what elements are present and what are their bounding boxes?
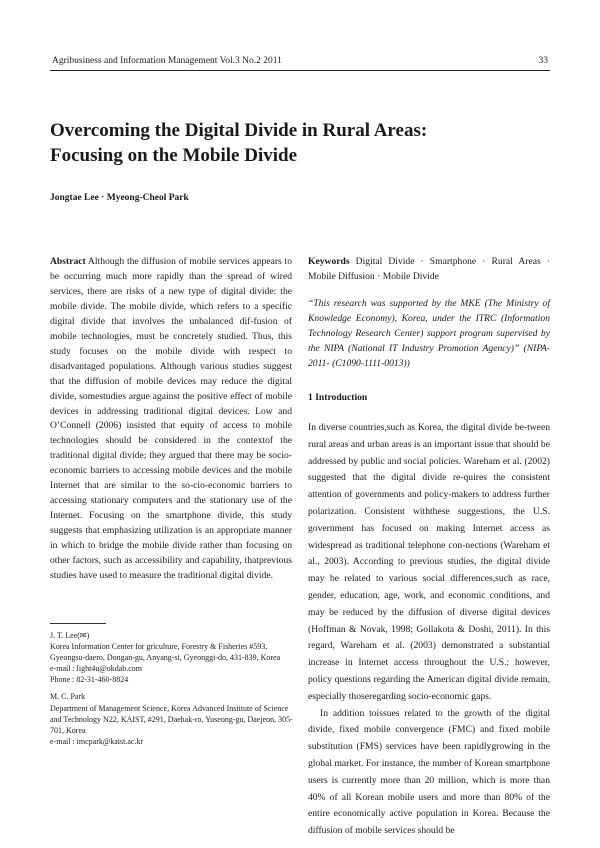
keywords-text: Digital Divide · Smartphone · Rural Areas · Mobile Diffusion · Mobile Divide	[308, 256, 550, 282]
author-2-email: e-mail : imcpark@kaist.ac.kr	[50, 736, 144, 746]
author-2-affiliation: Department of Management Science, Korea Advanced Institute of Science and Technology N22, KAIST, #291, Daehak-ro, Yuseong-gu, Daejeon, 305-701, Korea	[50, 703, 293, 735]
author-1-info	[50, 630, 295, 685]
abstract-label: Abstract	[50, 256, 86, 267]
abstract-column	[50, 255, 292, 584]
page-number: 33	[538, 56, 548, 66]
title-line-1: Overcoming the Digital Divide in Rural Areas:	[50, 120, 428, 141]
author-list: Jongtae Lee · Myeong-Cheol Park	[50, 193, 189, 203]
keywords-label: Keywords	[308, 256, 350, 267]
running-header	[50, 56, 550, 71]
title-line-2: Focusing on the Mobile Divide	[50, 145, 298, 166]
author-2-name: M. C. Park	[50, 692, 86, 702]
author-1-email: e-mail : light4u@okdab.com	[50, 664, 143, 674]
author-1-affiliation: Korea Information Center for griculture, Forestry & Fisheries #593, Gyeongsu-daero, Dongan-gu, Anyang-si, Gyeonggi-do, 431-839, Korea	[50, 642, 281, 663]
intro-paragraph-2: In addition toissues related to the growth of the digital divide, fixed mobile convergence (FMC) and fixed mobile substitution (FMS) services have been rapidlygrowing in the global market. For instance, the number of Korean smartphone users is currently more than 20 million, which is more than 40% of all Korean mobile users and more than 80% of the entire economically active population in Korea. Because the diffusion of mobile services should be	[308, 707, 550, 837]
keywords-block	[308, 255, 550, 285]
paper-title	[50, 118, 550, 168]
section-heading: 1 Introduction	[308, 392, 368, 403]
intro-paragraph-1: In diverse countries,such as Korea, the digital divide be-tween rural areas and urban areas is an important issue that should be addressed by public and social policies. Wareham et al. (2002) suggested that the digital divide re-quires the consistent attention of governments and policy-makers to address further polarization. Consistent withthese suggestions, the U.S. government has focused on making Internet access as widespread as traditional telephone con-nections (Wareham et al., 2003). According to previous studies, the digital divide may be related to various social differences,such as race, gender, education, age, work, and economic conditions, and may be reduced by the diffusion of diverse digital devices (Hoffman & Novak, 1998; Gollakota & Doshi, 2011). In this regard, Wareham et al. (2003) demonstrated a substantial increase in Internet access throughout the U.S.; however, policy questions regarding the American digital divide remain, especially thoseregarding socio-economic gaps.	[308, 422, 550, 702]
abstract	[50, 255, 292, 584]
footnote-divider	[50, 623, 106, 624]
author-1-phone: Phone : 82-31-460-8824	[50, 675, 129, 685]
keywords	[308, 255, 550, 285]
funding-note: “This research was supported by the MKE (The Ministry of Knowledge Economy), Korea, under the ITRC (Information Technology Research Center) support program supervised by the NIPA (National IT Industry Promotion Agency)” (NIPA-2011- (C1090-1111-0013))	[308, 298, 550, 369]
author-footnotes	[50, 630, 295, 753]
author-2-info	[50, 691, 295, 746]
introduction-body	[308, 420, 550, 840]
journal-name: Agribusiness and Information Management Vol.3 No.2 2011	[52, 56, 282, 66]
abstract-text: Although the diffusion of mobile services appears to be occurring much more rapidly than the spread of wired services, there are risks of a new type of digital divide: the mobile divide. The mobile divide, which refers to a specific digital divide that involves the unbalanced dif-fusion of mobile technologies, must be concretely studied. Thus, this study focuses on the mobile divide with respect to disadvantaged populations. Although various studies suggest that the diffusion of mobile devices may reduce the digital divide, somestudies argue against the positive effect of mobile devices in addressing traditional digital devices. Low and O’Connell (2006) insisted that equity of access to mobile technologies should be considered in the contextof the traditional digital divide; they argued that there may be socio-economic barriers to accessing mobile devices and the mobile Internet that are similar to the so-cio-economic barriers to accessing stationary computers and the stationary use of the Internet. Focusing on the smartphone divide, this study suggests that emphasizing utilization is an appropriate manner in which to bridge the mobile divide rather than focusing on other factors, such as accessibility and capability, thatprevious studies have used to measure the traditional digital divide.	[50, 256, 292, 582]
author-1-name: J. T. Lee(✉)	[50, 631, 90, 640]
